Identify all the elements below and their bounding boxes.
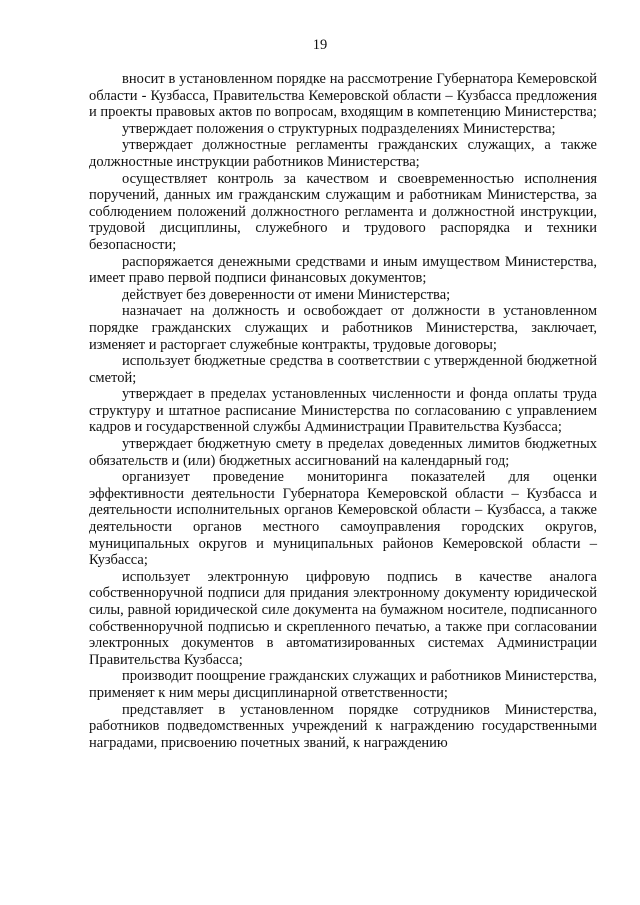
paragraph-controls-execution: осуществляет контроль за качеством и своевременностью исполнения поручений, данных им гражданским служащим и работникам Министерства, за соблюдением положений должностного регламента и должностной инструкции, трудовой дисциплины, служебного и трудового распорядка и техники безопасности; xyxy=(89,170,597,253)
paragraph-appoints-dismisses: назначает на должность и освобождает от должности в установленном порядке гражданских служащих и работников Министерства, заключает, изменяет и расторгает служебные контракты, трудовые договоры; xyxy=(89,303,597,353)
paragraph-approves-budget-estimate: утверждает бюджетную смету в пределах доведенных лимитов бюджетных обязательств и (или) бюджетных ассигнований на календарный год; xyxy=(89,436,597,469)
paragraph-uses-digital-signature: использует электронную цифровую подпись в качестве аналога собственноручной подписи для придания электронному документу юридической силы, равной юридической силе документа на бумажном носителе, подписанного собственноручной подписью и скрепленного печатью, а также при согласовании электронных документов в автоматизированных системах Администрации Правительства Кузбасса; xyxy=(89,568,597,668)
paragraph-uses-budget-funds: использует бюджетные средства в соответствии с утвержденной бюджетной сметой; xyxy=(89,353,597,386)
page-number: 19 xyxy=(312,37,328,53)
paragraph-approves-unit-regulations: утверждает положения о структурных подразделениях Министерства; xyxy=(122,120,556,137)
paragraph-submits-proposals: вносит в установленном порядке на рассмотрение Губернатора Кемеровской области - Кузбасса, Правительства Кемеровской области – Кузбасса предложения и проекты правовых актов по вопросам, входящим в компетенцию Министерства; xyxy=(89,71,597,121)
paragraph-acts-without-proxy: действует без доверенности от имени Министерства; xyxy=(122,286,451,303)
paragraph-rewards-penalizes: производит поощрение гражданских служащих и работников Министерства, применяет к ним меры дисциплинарной ответственности; xyxy=(89,668,597,701)
paragraph-manages-funds: распоряжается денежными средствами и иным имуществом Министерства, имеет право первой подписи финансовых документов; xyxy=(89,253,597,287)
paragraph-approves-structure: утверждает в пределах установленных численности и фонда оплаты труда структуру и штатное расписание Министерства по согласованию с управлением кадров и государственной службы Администрации Правительства Кузбасса; xyxy=(89,386,597,436)
paragraph-organizes-monitoring: организует проведение мониторинга показателей для оценки эффективности деятельности Губернатора Кемеровской области – Кузбасса и деятельности исполнительных органов Кемеровской области – Кузбасса, а также деятельности органов местного самоуправления городских округов, муниципальных округов и муниципальных районов Кемеровской области – Кузбасса; xyxy=(89,469,597,569)
paragraph-approves-job-regulations: утверждает должностные регламенты гражданских служащих, а также должностные инструкции работников Министерства; xyxy=(89,137,597,170)
paragraph-nominates-awards: представляет в установленном порядке сотрудников Министерства, работников подведомственных учреждений к награждению государственными наградами, присвоению почетных званий, к награждению xyxy=(89,701,597,751)
document-body xyxy=(89,71,597,751)
